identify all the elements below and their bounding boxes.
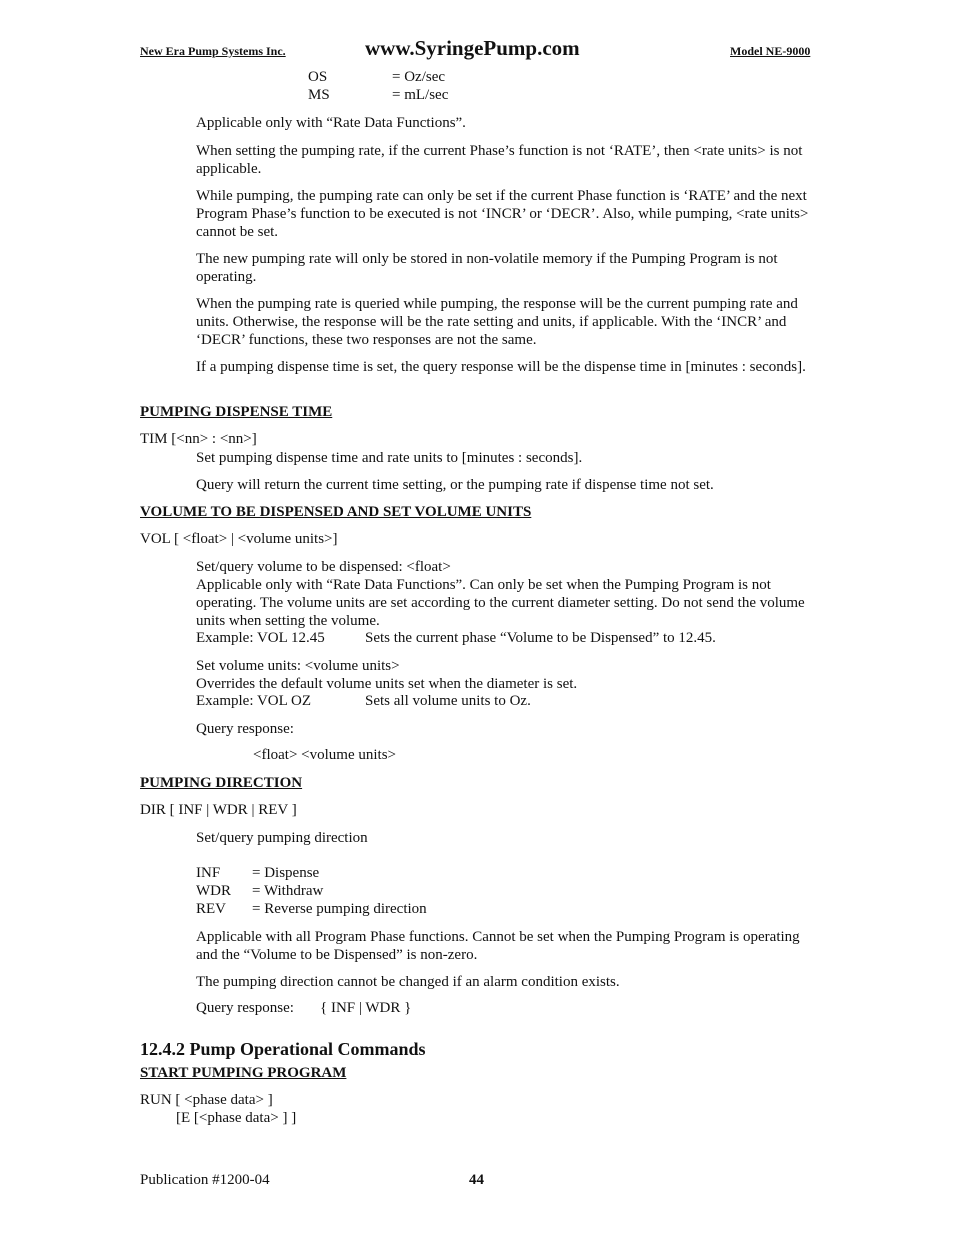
volume-command: VOL [ <float> | <volume units>] bbox=[140, 531, 338, 547]
direction-command: DIR [ INF | WDR | REV ] bbox=[140, 802, 297, 818]
volume-set-units: Set volume units: <volume units> bbox=[196, 658, 400, 674]
page-number: 44 bbox=[469, 1172, 484, 1188]
direction-code: WDR bbox=[196, 883, 231, 899]
footer-publication: Publication #1200-04 bbox=[140, 1172, 270, 1188]
rate-paragraph: While pumping, the pumping rate can only be set if the current Phase function is ‘RATE’ and the next Program Phase’s function to be executed is not ‘INCR’ or ‘DECR’. Also, while pumping, <rate units> cannot be set. bbox=[196, 188, 809, 240]
rate-unit-code: OS bbox=[308, 69, 328, 85]
volume-example bbox=[196, 693, 531, 710]
rate-paragraph: If a pumping dispense time is set, the query response will be the dispense time in [minutes : seconds]. bbox=[196, 359, 806, 375]
example-label: Example: VOL 12.45 bbox=[196, 630, 325, 646]
section-title: 12.4.2 Pump Operational Commands bbox=[140, 1039, 426, 1059]
rate-paragraph: The new pumping rate will only be stored in non-volatile memory if the Pumping Program is not operating. bbox=[196, 251, 778, 285]
dispense-time-command: TIM [<nn> : <nn>] bbox=[140, 431, 257, 447]
rate-paragraph: When the pumping rate is queried while pumping, the response will be the current pumping rate and units. Otherwise, the response will be the rate setting and units, if applicable. With the ‘INCR’ and ‘DECR’ functions, these two responses are not the same. bbox=[196, 296, 798, 348]
direction-meaning: = Reverse pumping direction bbox=[252, 901, 427, 917]
direction-option bbox=[196, 865, 319, 882]
volume-set-query: Set/query volume to be dispensed: <float> bbox=[196, 559, 451, 575]
volume-query-label: Query response: bbox=[196, 721, 294, 737]
direction-option bbox=[196, 901, 427, 918]
direction-meaning: = Dispense bbox=[252, 865, 320, 881]
volume-description: Applicable only with “Rate Data Functions”. Can only be set when the Pumping Program is not operating. The volume units are set according to the current diameter setting. Do not send the volume units when setting the volume. bbox=[196, 577, 805, 629]
header-model: Model NE-9000 bbox=[730, 44, 811, 58]
header-website: www.SyringePump.com bbox=[365, 36, 580, 60]
direction-code: INF bbox=[196, 865, 221, 881]
example-label: Example: VOL OZ bbox=[196, 693, 311, 709]
rate-unit-row bbox=[308, 87, 448, 104]
run-command: RUN [ <phase data> ] bbox=[140, 1092, 273, 1108]
direction-alarm: The pumping direction cannot be changed if an alarm condition exists. bbox=[196, 974, 620, 990]
volume-query-value: <float> <volume units> bbox=[253, 747, 396, 763]
rate-paragraph: When setting the pumping rate, if the current Phase’s function is not ‘RATE’, then <rate units> is not applicable. bbox=[196, 143, 803, 177]
direction-option bbox=[196, 883, 323, 900]
direction-heading: PUMPING DIRECTION bbox=[140, 775, 303, 791]
direction-set-query: Set/query pumping direction bbox=[196, 830, 368, 846]
dispense-time-line: Query will return the current time setting, or the pumping rate if dispense time not set. bbox=[196, 477, 714, 493]
rate-paragraph: Applicable only with “Rate Data Functions”. bbox=[196, 115, 466, 131]
volume-override: Overrides the default volume units set when the diameter is set. bbox=[196, 676, 578, 692]
rate-unit-row bbox=[308, 69, 445, 86]
example-text: Sets the current phase “Volume to be Dispensed” to 12.45. bbox=[365, 630, 716, 646]
volume-heading: VOLUME TO BE DISPENSED AND SET VOLUME UNITS bbox=[140, 504, 532, 520]
direction-query bbox=[196, 1000, 411, 1017]
direction-query-value: { INF | WDR } bbox=[320, 1000, 412, 1016]
dispense-time-heading: PUMPING DISPENSE TIME bbox=[140, 404, 333, 420]
rate-unit-meaning: = Oz/sec bbox=[392, 69, 446, 85]
direction-query-label: Query response: bbox=[196, 1000, 294, 1016]
rate-unit-code: MS bbox=[308, 87, 330, 103]
direction-code: REV bbox=[196, 901, 226, 917]
header-company: New Era Pump Systems Inc. bbox=[140, 44, 286, 58]
rate-unit-meaning: = mL/sec bbox=[392, 87, 449, 103]
example-text: Sets all volume units to Oz. bbox=[365, 693, 531, 709]
direction-applicable: Applicable with all Program Phase functions. Cannot be set when the Pumping Program is operating and the “Volume to be Dispensed” is non-zero. bbox=[196, 929, 800, 963]
direction-meaning: = Withdraw bbox=[252, 883, 324, 899]
run-command-continuation: [E [<phase data> ] ] bbox=[176, 1110, 297, 1126]
volume-example bbox=[196, 630, 716, 647]
dispense-time-line: Set pumping dispense time and rate units to [minutes : seconds]. bbox=[196, 450, 583, 466]
start-program-heading: START PUMPING PROGRAM bbox=[140, 1065, 347, 1081]
